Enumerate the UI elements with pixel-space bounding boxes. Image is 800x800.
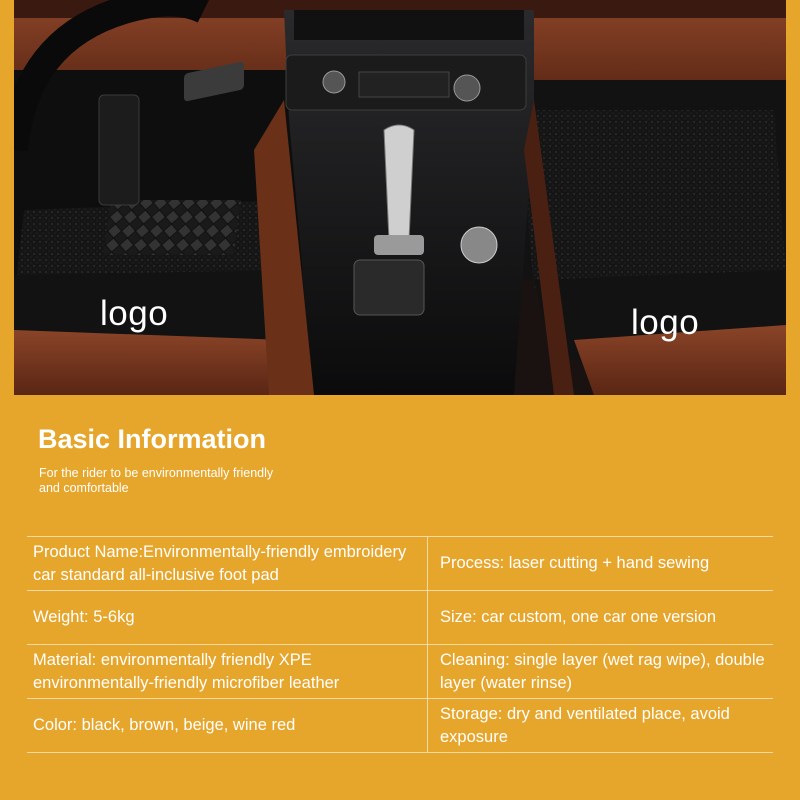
spec-cell-color: Color: black, brown, beige, wine red [33,716,296,734]
spec-cell-size: Size: car custom, one car one version [440,608,717,626]
logo-left-text: logo [100,294,169,333]
column-divider [427,645,428,698]
spec-cell-process: Process: laser cutting + hand sewing [440,554,710,572]
spec-row [27,536,773,590]
spec-row [27,644,773,698]
spec-cell-product-name: Product Name:Environmentally-friendly embroidery car standard all-inclusive foot pad [33,542,407,584]
section-title: Basic Information [38,424,267,454]
spec-cell-material: Material: environmentally friendly XPE environmentally-friendly microfiber leather [33,650,340,692]
spec-row [27,698,773,753]
spec-row [27,590,773,644]
column-divider [427,699,428,752]
spec-cell-storage: Storage: dry and ventilated place, avoid exposure [440,704,730,746]
section-subtitle: For the rider to be environmentally friendly and comfortable [39,466,274,495]
spec-cell-weight: Weight: 5-6kg [33,608,135,626]
spec-table [27,536,773,753]
column-divider [427,537,428,590]
logo-right-text: logo [631,303,700,342]
car-interior-photo [14,0,786,395]
spec-cell-cleaning: Cleaning: single layer (wet rag wipe), double layer (water rinse) [440,650,765,692]
column-divider [427,591,428,644]
